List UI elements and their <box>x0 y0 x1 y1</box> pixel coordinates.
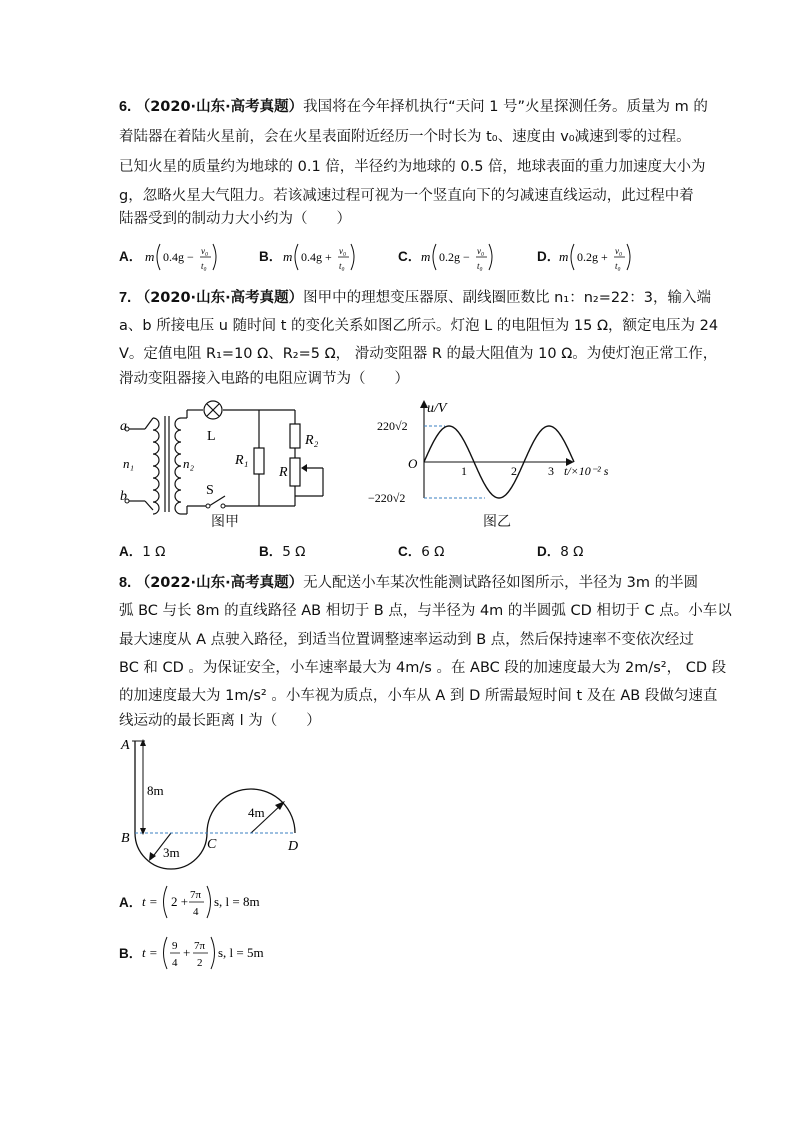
graph-xtick-1: 1 <box>461 464 467 478</box>
formula-m: m <box>421 249 431 264</box>
formula-num: v₀ <box>339 246 347 256</box>
q8-option-b[interactable] <box>119 944 142 964</box>
formula-num1: 9 <box>172 940 178 952</box>
q8-line-4: BC 和 CD 。为保证安全，小车速率最大为 4m/s 。在 ABC 段的加速度最大为 2m/s²， CD 段 <box>119 660 727 676</box>
label-r1: R₁ <box>235 453 249 468</box>
q6-line-3: 已知火星的质量约为地球的 0.1 倍，半径约为地球的 0.5 倍，地球表面的重力加速度大小为 <box>119 159 706 175</box>
path-label-c: C <box>207 837 217 852</box>
label-r2: R₂ <box>305 433 319 448</box>
q6-line-4: g，忽略火星大气阻力。若该减速过程可视为一个竖直向下的匀减速直线运动，此过程中着 <box>119 188 694 204</box>
q8-formula-b <box>142 931 282 975</box>
path-radius-small: 3m <box>163 845 180 860</box>
option-label: A． <box>119 249 143 264</box>
q7-figure-a-caption: 图甲 <box>211 514 239 530</box>
q7-option-d[interactable] <box>537 542 583 562</box>
option-text: 5 Ω <box>282 544 306 560</box>
q8-figure-path <box>115 733 315 863</box>
formula-a: 2 + <box>171 894 189 909</box>
q7-line-3: V。定值电阻 R₁=10 Ω、R₂=5 Ω， 滑动变阻器 R 的最大阻值为 10 Ω。为使灯泡正常工作， <box>119 346 718 362</box>
formula-den: t₀ <box>477 261 483 271</box>
formula-inner: 0.2g + <box>577 250 608 264</box>
option-label: B． <box>119 946 143 961</box>
q6-formula-d <box>559 238 639 276</box>
q6-source: （2020·山东·高考真题） <box>135 99 304 115</box>
path-label-d: D <box>288 839 299 854</box>
q6-line-1 <box>119 97 708 117</box>
graph-xlabel: t/×10⁻² s <box>564 464 609 478</box>
graph-ytick-bottom: −220√2 <box>368 491 406 505</box>
label-n1: n₁ <box>123 456 135 471</box>
q7-number: 7. <box>119 290 132 306</box>
graph-origin: O <box>408 456 418 471</box>
graph-ytick-top: 220√2 <box>377 419 408 433</box>
q6-formula-a <box>145 238 225 276</box>
option-label: D． <box>537 249 561 264</box>
formula-num: v₀ <box>201 246 209 256</box>
label-n2: n₂ <box>183 456 195 471</box>
path-label-b: B <box>121 831 130 846</box>
q6-formula-c <box>421 238 501 276</box>
formula-den: 2 <box>197 957 203 969</box>
path-label-a: A <box>121 738 130 753</box>
q8-line-6: 线运动的最长距离 l 为（ ） <box>119 713 321 729</box>
q8-option-a[interactable] <box>119 893 142 913</box>
formula-den: t₀ <box>201 261 207 271</box>
formula-den: t₀ <box>615 261 621 271</box>
q8-line-1 <box>119 573 698 593</box>
option-text: 6 Ω <box>421 544 445 560</box>
formula-m: m <box>559 249 569 264</box>
formula-den: 4 <box>193 906 199 918</box>
q8-line-5: 的加速度最大为 1m/s² 。小车视为质点，小车从 A 到 D 所需最短时间 t 及在 AB 段做匀速直 <box>119 688 718 704</box>
formula-num: v₀ <box>615 246 623 256</box>
q7-option-b[interactable] <box>259 542 305 562</box>
q6-option-d[interactable] <box>537 247 560 267</box>
q6-option-a[interactable] <box>119 247 142 267</box>
formula-pre: t = <box>142 894 158 909</box>
q6-number: 6. <box>119 99 132 115</box>
formula-m: m <box>283 249 293 264</box>
option-text: 8 Ω <box>560 544 584 560</box>
graph-ylabel: u/V <box>427 401 447 416</box>
q8-line-3: 最大速度从 A 点驶入路径，到适当位置调整速率运动到 B 点，然后保持速率不变依次经过 <box>119 632 694 648</box>
q8-number: 8. <box>119 575 132 591</box>
formula-inner: 0.2g − <box>439 250 470 264</box>
q6-formula-b <box>283 238 363 276</box>
path-length-ab: 8m <box>147 783 164 798</box>
formula-inner: 0.4g − <box>163 250 194 264</box>
option-label: A． <box>119 544 143 559</box>
q7-option-c[interactable] <box>398 542 444 562</box>
formula-post: s, l = 8m <box>214 894 260 909</box>
label-r: R <box>279 465 288 480</box>
label-a: a <box>120 419 127 434</box>
q6-option-c[interactable] <box>398 247 421 267</box>
q6-text-1: 我国将在今年择机执行“天问 1 号”火星探测任务。质量为 m 的 <box>303 99 708 115</box>
q7-figure-b-caption: 图乙 <box>483 514 511 530</box>
formula-num: 7π <box>194 940 206 952</box>
q7-line-4: 滑动变阻器接入电路的电阻应调节为（ ） <box>119 371 409 387</box>
option-label: A． <box>119 895 143 910</box>
path-radius-big: 4m <box>248 805 265 820</box>
label-switch: S <box>206 483 214 498</box>
option-label: D． <box>537 544 561 559</box>
q7-option-a[interactable] <box>119 542 165 562</box>
graph-xtick-3: 3 <box>548 464 554 478</box>
option-label: C． <box>398 249 422 264</box>
q6-option-b[interactable] <box>259 247 282 267</box>
option-label: B． <box>259 544 283 559</box>
q6-line-2: 着陆器在着陆火星前，会在火星表面附近经历一个时长为 t₀、速度由 v₀减速到零的过程。 <box>119 129 691 145</box>
formula-plus: + <box>183 945 191 960</box>
q8-formula-a <box>142 880 282 924</box>
formula-m: m <box>145 249 155 264</box>
q8-source: （2022·山东·高考真题） <box>135 575 304 591</box>
formula-post: s, l = 5m <box>218 945 264 960</box>
formula-num: 7π <box>190 889 202 901</box>
graph-xtick-2: 2 <box>511 464 517 478</box>
label-lamp: L <box>207 429 216 444</box>
label-b: b <box>120 489 127 504</box>
q7-figure-graph <box>365 398 650 508</box>
q8-text-1: 无人配送小车某次性能测试路径如图所示，半径为 3m 的半圆 <box>303 575 699 591</box>
formula-inner: 0.4g + <box>301 250 332 264</box>
formula-den: t₀ <box>339 261 345 271</box>
q7-source: （2020·山东·高考真题） <box>135 290 304 306</box>
formula-den1: 4 <box>172 957 178 969</box>
formula-pre: t = <box>142 945 158 960</box>
q7-line-2: a、b 所接电压 u 随时间 t 的变化关系如图乙所示。灯泡 L 的电阻恒为 15 Ω，额定电压为 24 <box>119 318 719 334</box>
option-label: B． <box>259 249 283 264</box>
q7-text-1: 图甲中的理想变压器原、副线圈匝数比 n₁：n₂=22：3，输入端 <box>303 290 712 306</box>
option-label: C． <box>398 544 422 559</box>
q6-line-5: 陆器受到的制动力大小约为（ ） <box>119 211 351 227</box>
q8-line-2: 弧 BC 与长 8m 的直线路径 AB 相切于 B 点，与半径为 4m 的半圆弧 CD 相切于 C 点。小车以 <box>119 603 732 619</box>
q7-line-1 <box>119 288 711 308</box>
option-text: 1 Ω <box>142 544 166 560</box>
formula-num: v₀ <box>477 246 485 256</box>
